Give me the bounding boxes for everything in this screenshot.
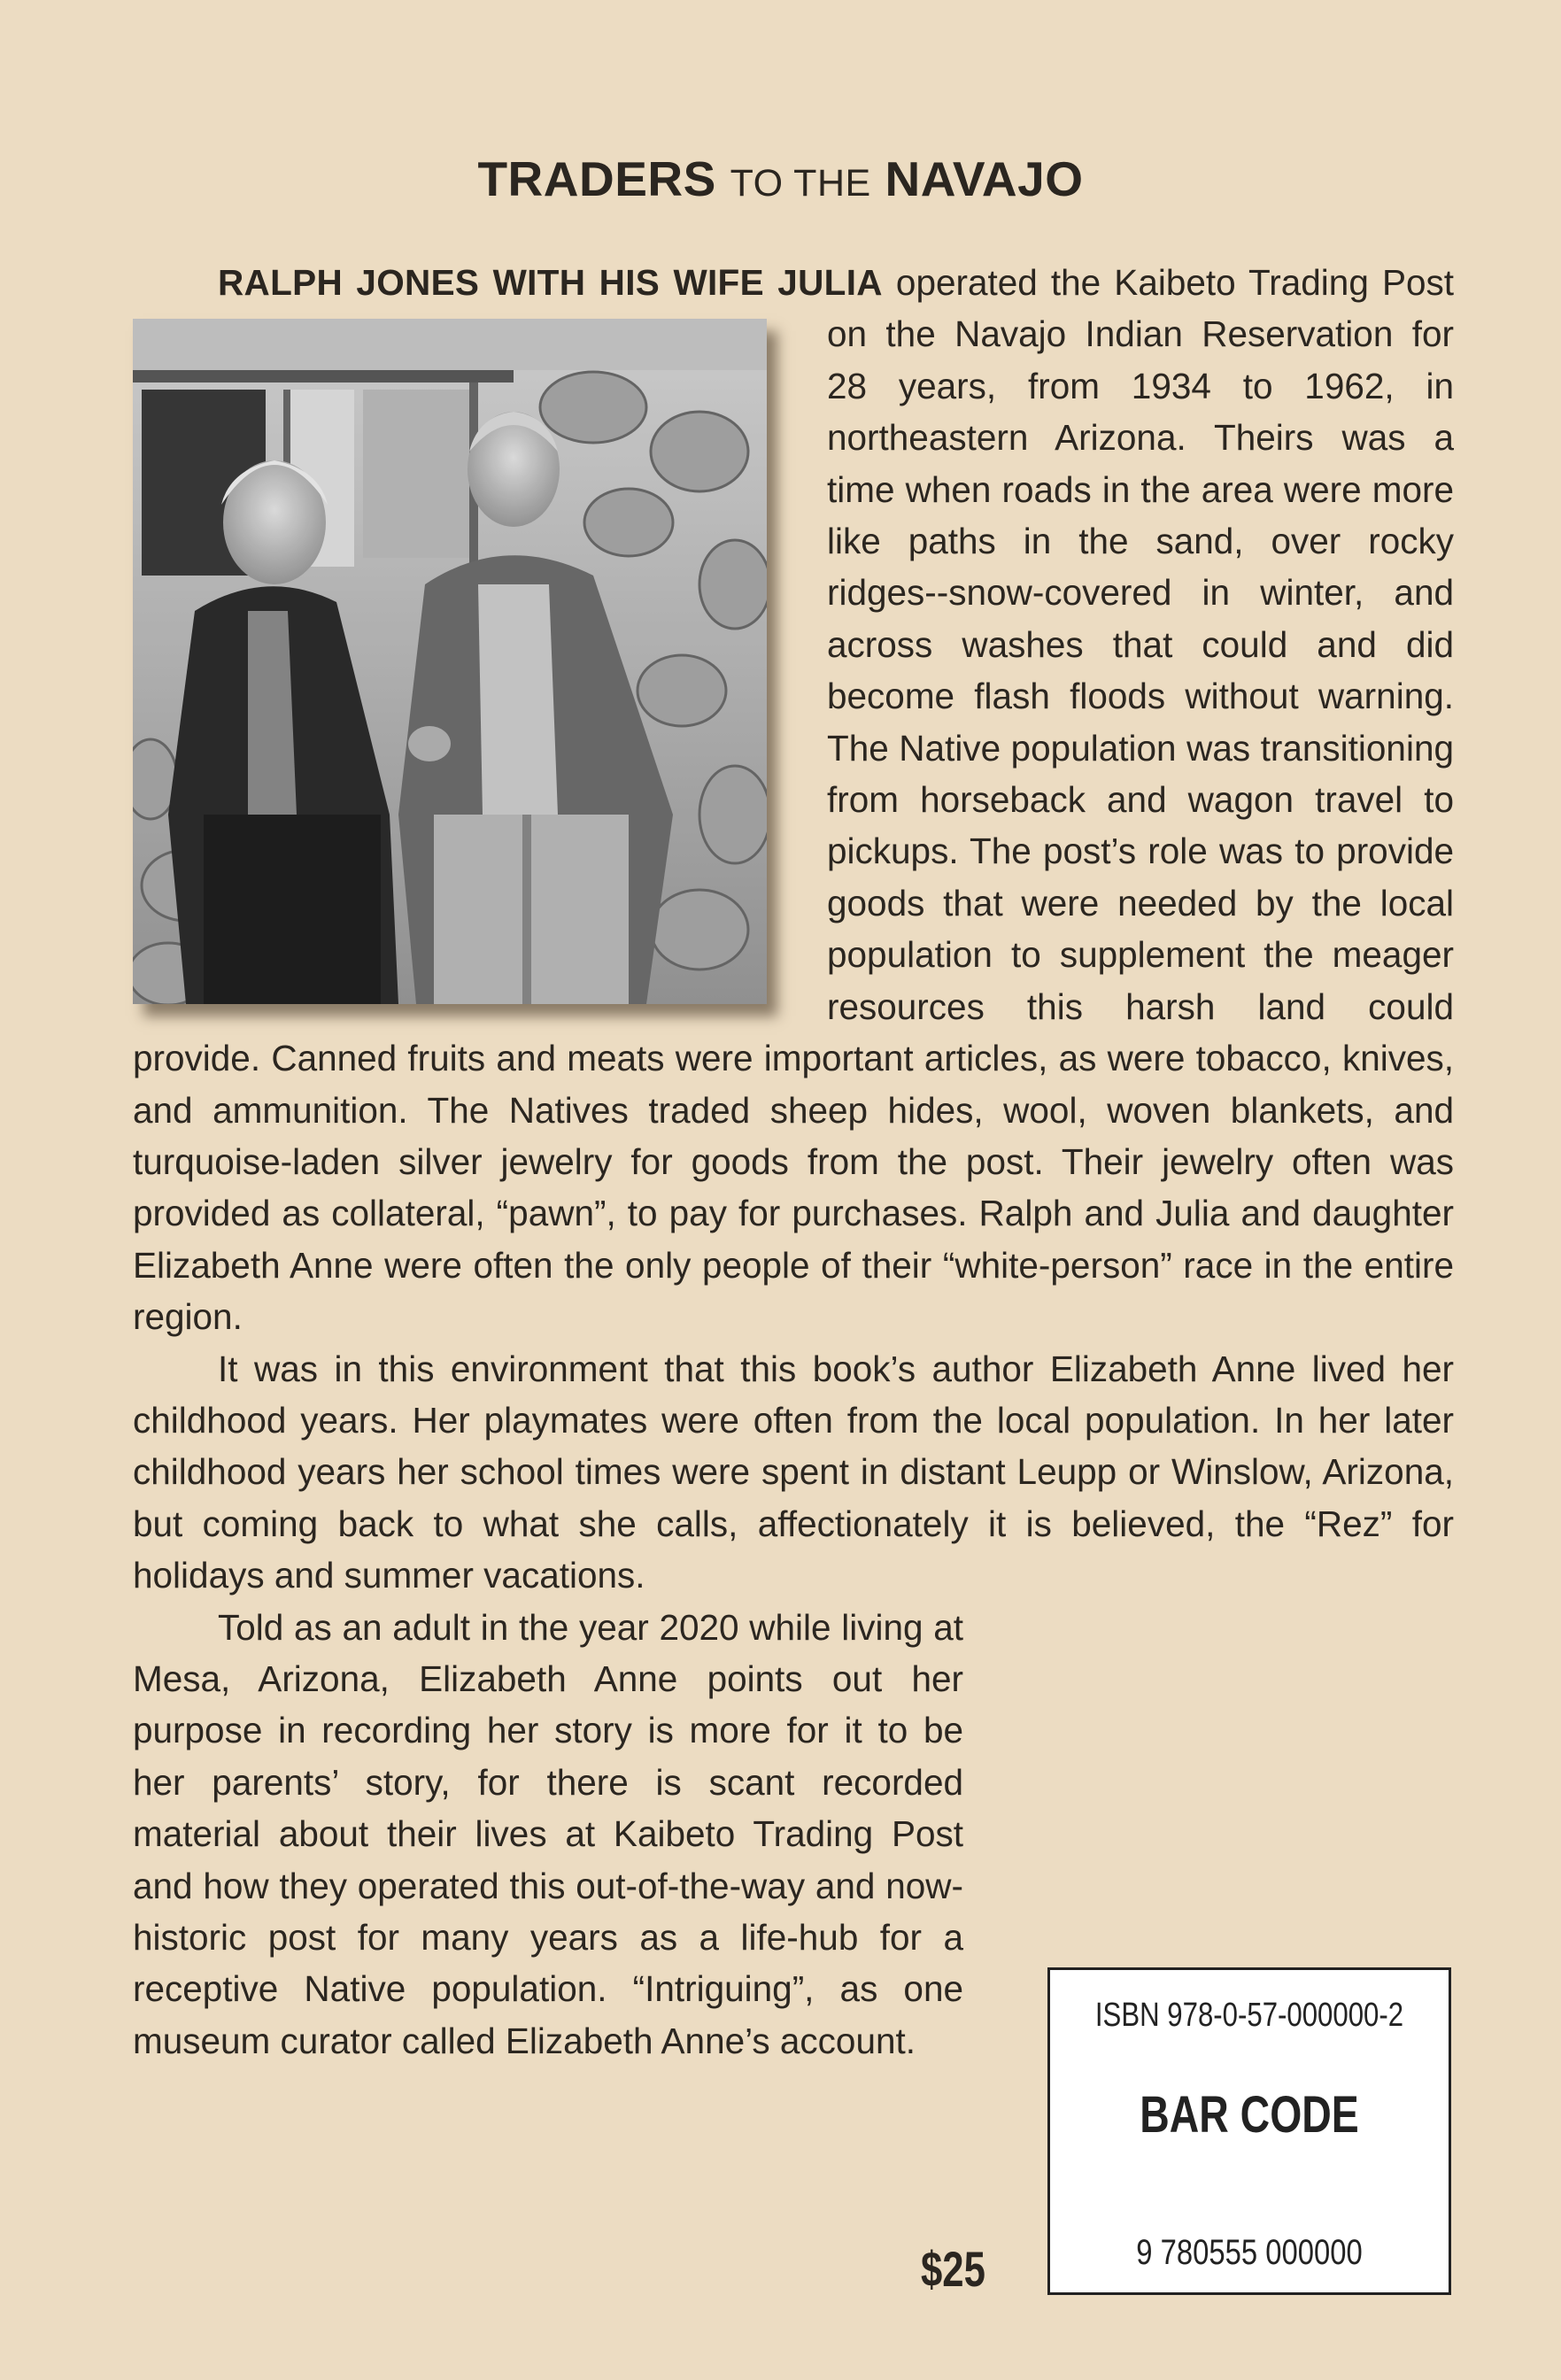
paragraph-1-text-start (133, 262, 1454, 1337)
couple-photo (133, 319, 767, 1004)
title-word-traders: TRADERS (477, 151, 716, 206)
photo-float (133, 319, 767, 1004)
paragraph-1-lead: RALPH JONES WITH HIS WIFE JULIA (218, 262, 883, 303)
paragraph-2: It was in this environment that this book’s author Elizabeth Anne lived her childhood years. Her playmates were often from the local population. In her later childhood years her school times were spent in distant Leupp or Winslow, Arizona, but coming back to what she calls, affectionately it is believed, the “Rez” for holidays and summer vacations. (133, 1348, 1454, 1596)
barcode-placeholder: BAR CODE (1140, 2086, 1359, 2144)
paragraph-3: Told as an adult in the year 2020 while living at Mesa, Arizona, Elizabeth Anne points out her purpose in recording her story is more for it to be her parents’ story, for there is scant recorded material about their lives at Kaibeto Trading Post and how they operated this out-of-the-way and now-historic post for many years as a life-hub for a receptive Native population. “Intriguing”, as one museum curator called Elizabeth Anne’s account. (133, 1606, 963, 2061)
barcode-number: 9 780555 000000 (1136, 2233, 1363, 2272)
page-title (0, 149, 1561, 213)
isbn-number: ISBN 978-0-57-000000-2 (1094, 1997, 1404, 2034)
paragraph-1 (133, 257, 1454, 1343)
title-word-to-the: TO THE (730, 162, 871, 205)
blurb-text (133, 257, 1454, 2067)
isbn-barcode-box (1047, 1967, 1451, 2295)
price: $25 (921, 2241, 985, 2297)
paragraph-1-text: operated the Kaibeto Trading Post on the Navajo Indian Reservation for 28 years, from 1934 to 1962, in northeastern Arizona. Theirs was a time when roads in the area were more like paths in the sand, over rocky ridges--snow-covered in winter, and across washes that could and did become flash floods without warning. The Native population was transitioning from horseback and wagon travel to pickups. The post’s role was to provide goods that were needed by the local population to supplement the meager resources this harsh land could provide. Canned fruits and meats were important articles, as were tobacco, knives, and ammunition. The Natives traded sheep hides, wool, woven blankets, and turquoise-laden silver jewelry for goods from the post. Their jewelry often was provided as collateral, “pawn”, to pay for purchases. Ralph and Julia and daughter Elizabeth Anne were often the only people of their “white-person” race in the entire region. (133, 262, 1454, 1338)
title-word-navajo: NAVAJO (885, 151, 1084, 206)
